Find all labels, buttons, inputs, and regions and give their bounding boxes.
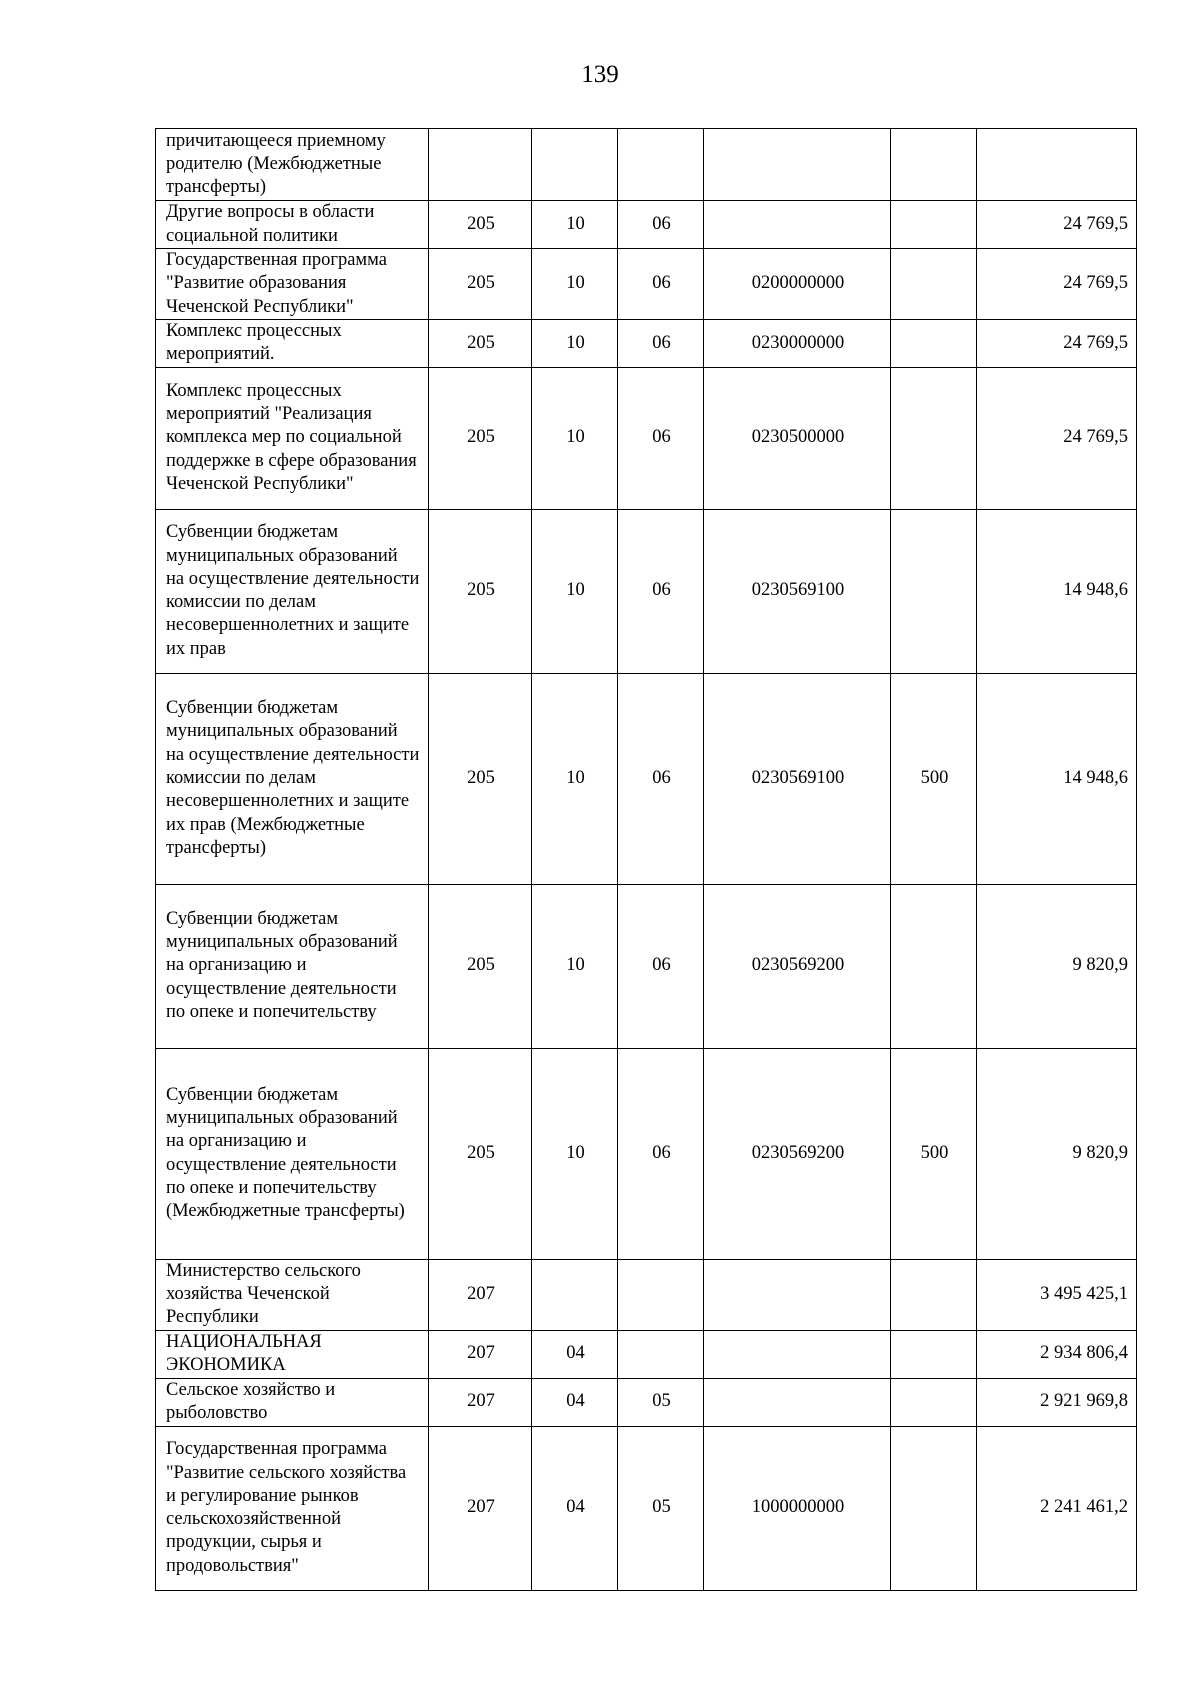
row-pr (618, 1259, 704, 1330)
row-pr (618, 1330, 704, 1378)
table-row (156, 201, 1137, 249)
row-csr: 0230569200 (704, 884, 891, 1048)
table-row (156, 320, 1137, 368)
row-sum: 9 820,9 (977, 884, 1137, 1048)
row-vr (891, 1330, 977, 1378)
row-pr (618, 129, 704, 201)
row-csr (704, 1378, 891, 1426)
row-pr: 06 (618, 884, 704, 1048)
row-gr: 205 (429, 884, 532, 1048)
table-row (156, 673, 1137, 884)
row-sum (977, 129, 1137, 201)
table-row (156, 1378, 1137, 1426)
row-csr: 1000000000 (704, 1426, 891, 1590)
row-csr: 0200000000 (704, 249, 891, 320)
row-pr: 06 (618, 249, 704, 320)
table-row (156, 1048, 1137, 1259)
row-csr (704, 1259, 891, 1330)
table-row (156, 884, 1137, 1048)
row-csr (704, 129, 891, 201)
row-sum: 24 769,5 (977, 367, 1137, 509)
row-gr: 205 (429, 249, 532, 320)
row-name: причитающееся приемному родителю (Межбюджетные трансферты) (156, 129, 429, 201)
row-rz: 10 (532, 673, 618, 884)
row-sum: 14 948,6 (977, 673, 1137, 884)
row-csr: 0230569200 (704, 1048, 891, 1259)
row-gr: 205 (429, 201, 532, 249)
row-sum: 2 241 461,2 (977, 1426, 1137, 1590)
row-vr (891, 367, 977, 509)
row-name: Комплекс процессных мероприятий. (156, 320, 429, 368)
row-sum: 24 769,5 (977, 201, 1137, 249)
row-vr (891, 1259, 977, 1330)
row-name: Субвенции бюджетам муниципальных образований на организацию и осуществление деятельности по опеке и попечительству (156, 884, 429, 1048)
row-gr: 205 (429, 367, 532, 509)
page-number: 139 (581, 61, 619, 88)
table-row (156, 249, 1137, 320)
row-csr: 0230569100 (704, 673, 891, 884)
row-rz (532, 1259, 618, 1330)
row-vr (891, 1426, 977, 1590)
row-rz: 10 (532, 1048, 618, 1259)
row-vr (891, 884, 977, 1048)
row-gr: 205 (429, 1048, 532, 1259)
row-name: Государственная программа "Развитие образования Чеченской Республики" (156, 249, 429, 320)
row-sum: 24 769,5 (977, 249, 1137, 320)
table-row (156, 129, 1137, 201)
row-name: Сельское хозяйство и рыболовство (156, 1378, 429, 1426)
row-rz: 10 (532, 367, 618, 509)
row-gr: 207 (429, 1259, 532, 1330)
row-csr (704, 1330, 891, 1378)
row-gr: 207 (429, 1330, 532, 1378)
row-name: НАЦИОНАЛЬНАЯ ЭКОНОМИКА (156, 1330, 429, 1378)
row-sum: 24 769,5 (977, 320, 1137, 368)
row-name: Субвенции бюджетам муниципальных образований на организацию и осуществление деятельности по опеке и попечительству (Межбюджетные трансферты) (156, 1048, 429, 1259)
row-vr (891, 129, 977, 201)
row-name: Субвенции бюджетам муниципальных образований на осуществление деятельности комиссии по делам несовершеннолетних и защите их прав (156, 509, 429, 673)
table-row (156, 1426, 1137, 1590)
row-rz: 04 (532, 1378, 618, 1426)
row-rz: 04 (532, 1426, 618, 1590)
row-vr (891, 249, 977, 320)
row-rz: 04 (532, 1330, 618, 1378)
row-csr: 0230500000 (704, 367, 891, 509)
row-pr: 06 (618, 1048, 704, 1259)
row-sum: 2 921 969,8 (977, 1378, 1137, 1426)
row-gr: 207 (429, 1426, 532, 1590)
row-name: Другие вопросы в области социальной политики (156, 201, 429, 249)
row-csr (704, 201, 891, 249)
row-rz: 10 (532, 884, 618, 1048)
row-sum: 2 934 806,4 (977, 1330, 1137, 1378)
row-name: Министерство сельского хозяйства Чеченской Республики (156, 1259, 429, 1330)
row-gr: 207 (429, 1378, 532, 1426)
row-rz: 10 (532, 509, 618, 673)
row-sum: 14 948,6 (977, 509, 1137, 673)
row-gr (429, 129, 532, 201)
row-rz: 10 (532, 201, 618, 249)
row-rz: 10 (532, 320, 618, 368)
row-pr: 05 (618, 1378, 704, 1426)
row-rz: 10 (532, 249, 618, 320)
row-vr (891, 201, 977, 249)
row-csr: 0230000000 (704, 320, 891, 368)
row-pr: 05 (618, 1426, 704, 1590)
row-sum: 9 820,9 (977, 1048, 1137, 1259)
row-vr (891, 1378, 977, 1426)
row-gr: 205 (429, 320, 532, 368)
budget-table (155, 128, 1137, 1591)
row-gr: 205 (429, 673, 532, 884)
row-vr: 500 (891, 673, 977, 884)
table-row (156, 1330, 1137, 1378)
table-row (156, 367, 1137, 509)
row-sum: 3 495 425,1 (977, 1259, 1137, 1330)
row-pr: 06 (618, 367, 704, 509)
row-vr: 500 (891, 1048, 977, 1259)
row-pr: 06 (618, 201, 704, 249)
row-csr: 0230569100 (704, 509, 891, 673)
row-pr: 06 (618, 320, 704, 368)
table-row (156, 509, 1137, 673)
row-vr (891, 320, 977, 368)
row-name: Комплекс процессных мероприятий "Реализация комплекса мер по социальной поддержке в сфере образования Чеченской Республики" (156, 367, 429, 509)
row-pr: 06 (618, 673, 704, 884)
row-gr: 205 (429, 509, 532, 673)
table-row (156, 1259, 1137, 1330)
row-rz (532, 129, 618, 201)
row-pr: 06 (618, 509, 704, 673)
row-name: Субвенции бюджетам муниципальных образований на осуществление деятельности комиссии по делам несовершеннолетних и защите их прав (Межбюджетные трансферты) (156, 673, 429, 884)
row-vr (891, 509, 977, 673)
row-name: Государственная программа "Развитие сельского хозяйства и регулирование рынков сельскохозяйственной продукции, сырья и продовольствия" (156, 1426, 429, 1590)
